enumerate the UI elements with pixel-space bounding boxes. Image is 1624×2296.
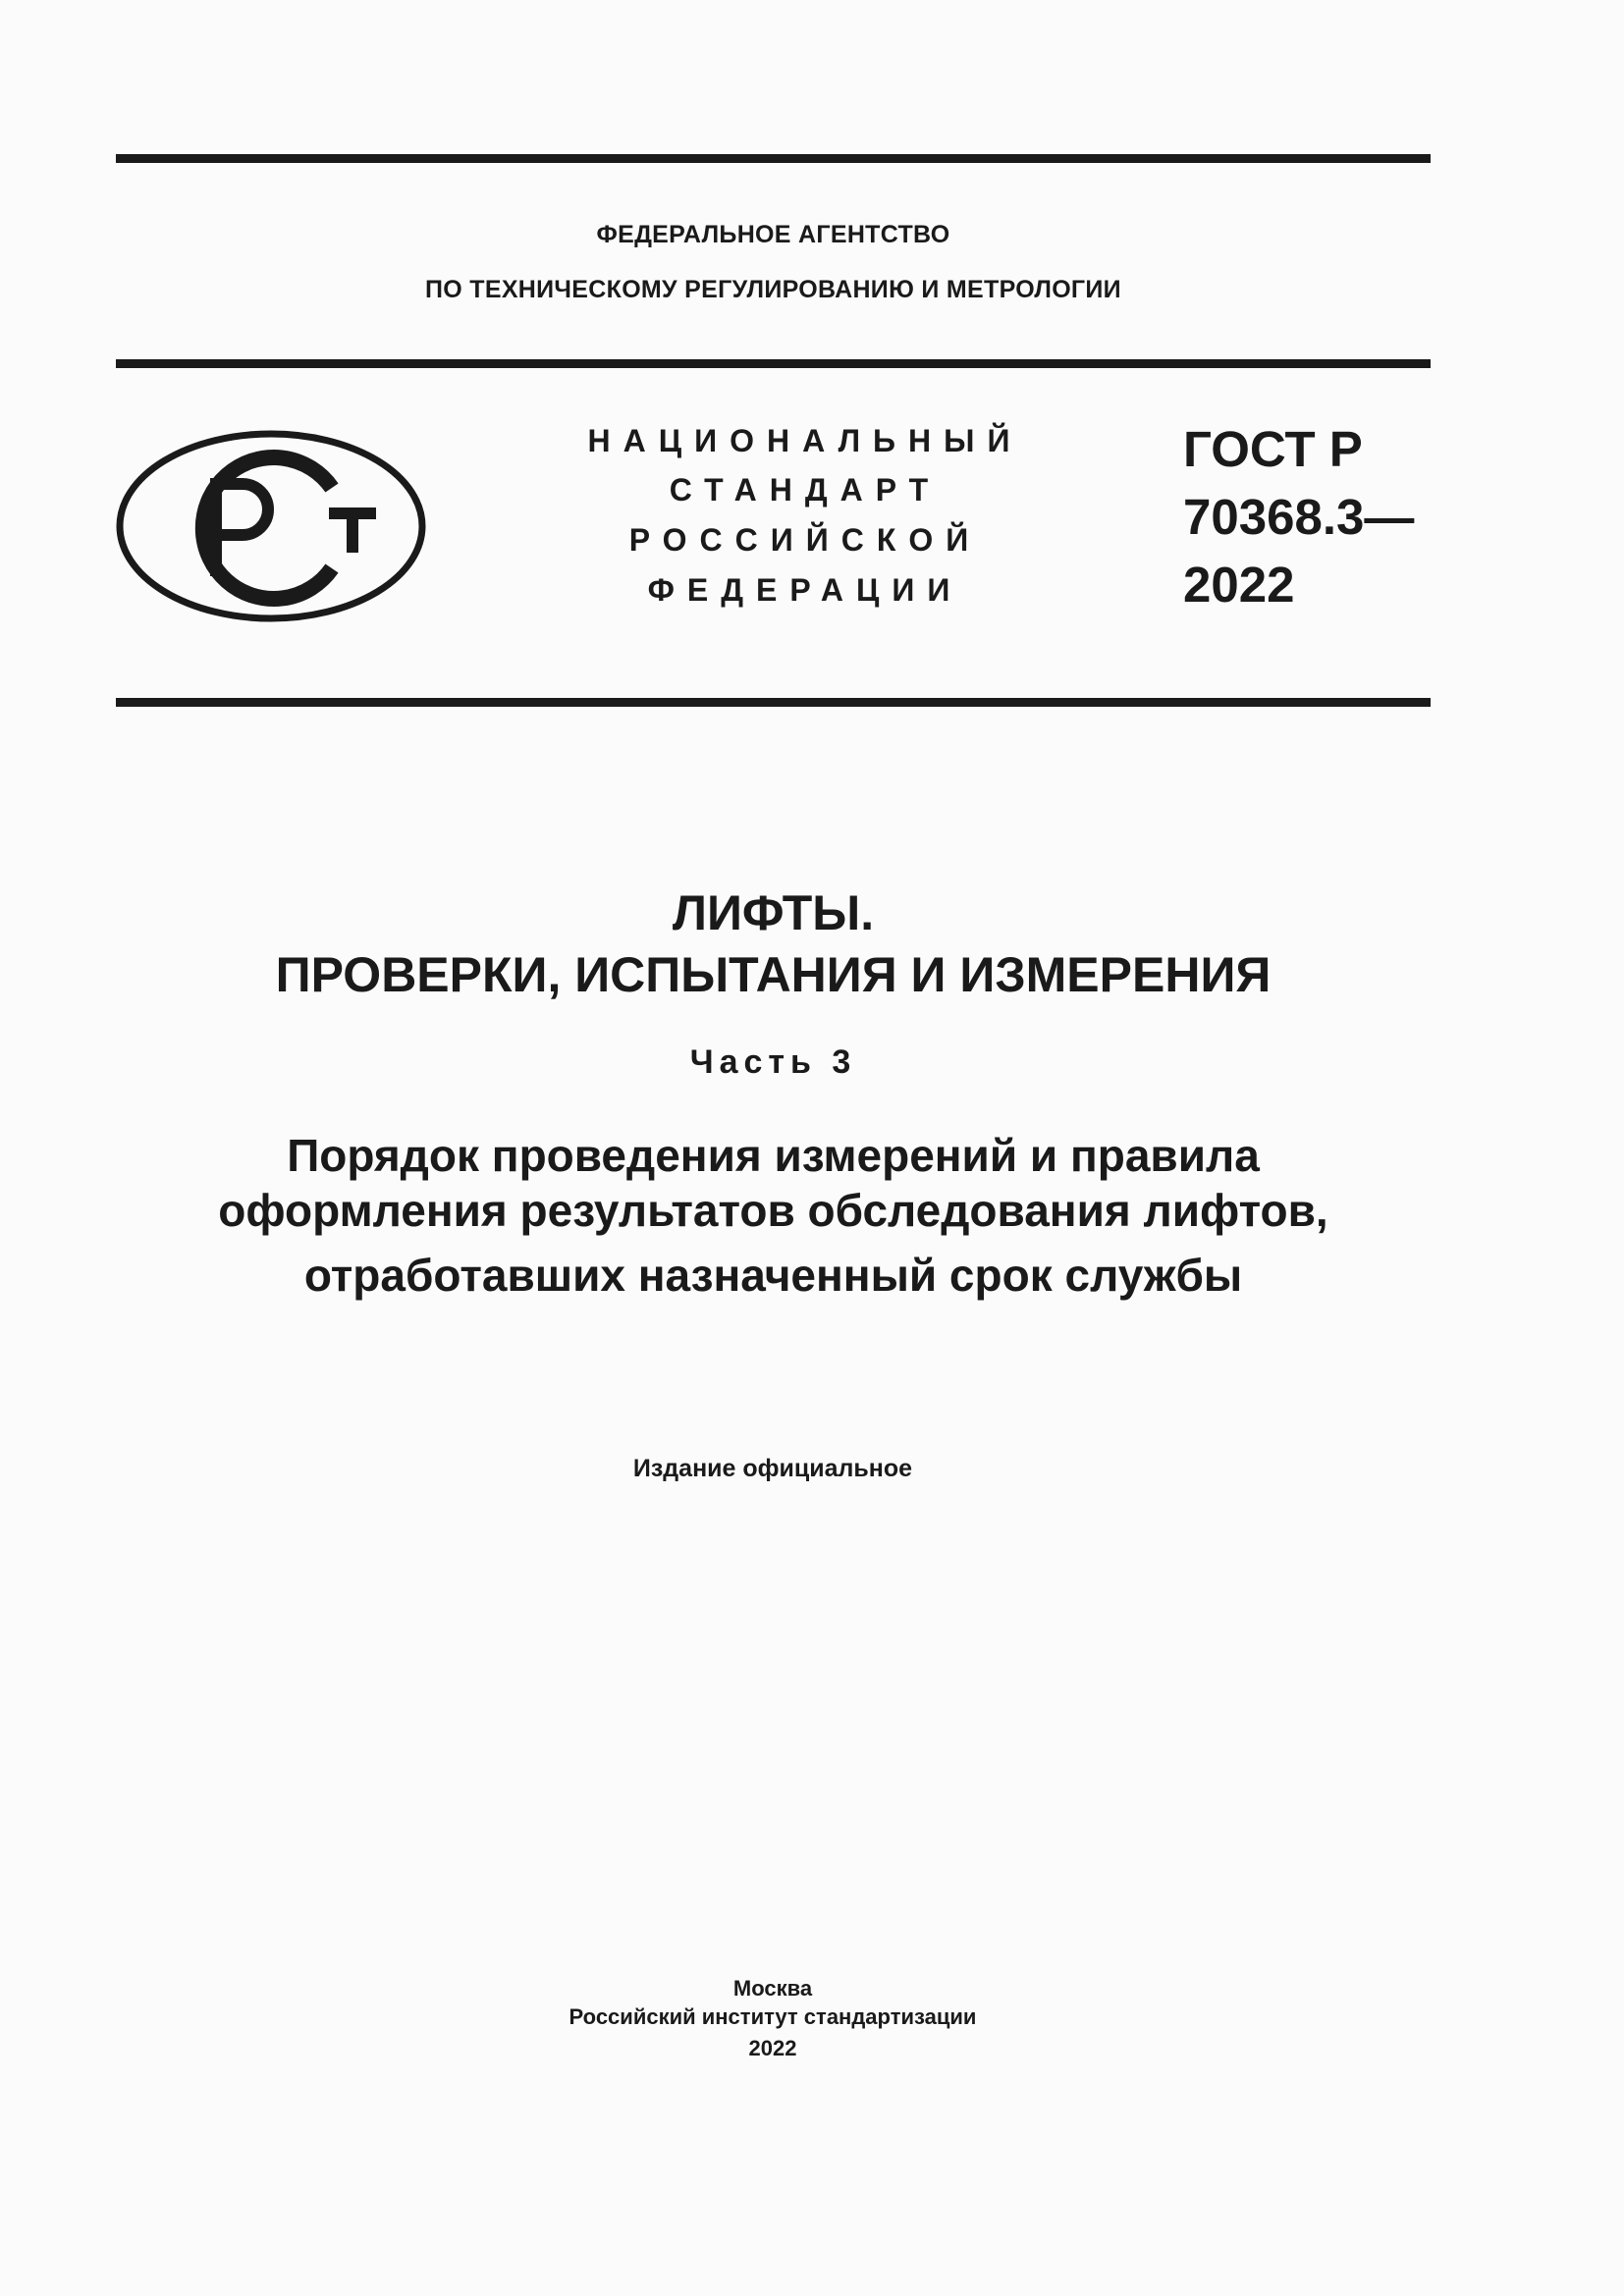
part-label: Часть 3 [689,1043,857,1081]
subtitle-line-2: оформления результатов обследования лифтов, [218,1185,1328,1236]
section-divider [116,698,1431,707]
standard-type-line-2: СТАНДАРТ [669,472,942,507]
standard-type-line-4: ФЕДЕРАЦИИ [647,572,963,608]
designation-line-1: ГОСТ Р [1183,421,1363,477]
title-line-2: ПРОВЕРКИ, ИСПЫТАНИЯ И ИЗМЕРЕНИЯ [275,947,1272,1002]
standard-type-line-3: РОССИЙСКОЙ [628,522,982,558]
designation-line-2: 70368.3— [1183,489,1415,545]
imprint-year: 2022 [748,2036,797,2060]
subtitle-line-1: Порядок проведения измерений и правила [287,1130,1260,1181]
standard-type-line-1: НАЦИОНАЛЬНЫЙ [587,423,1023,458]
designation-line-3: 2022 [1183,557,1295,613]
title-line-1: ЛИФТЫ. [672,885,875,940]
agency-line-2: ПО ТЕХНИЧЕСКОМУ РЕГУЛИРОВАНИЮ И МЕТРОЛОГИИ [425,276,1121,303]
edition-label: Издание официальное [632,1455,913,1482]
subtitle-line-3: отработавших назначенный срок службы [303,1250,1243,1301]
top-divider [116,154,1431,163]
imprint-city: Москва [732,1976,813,2001]
header-divider [116,359,1431,368]
rst-certification-mark-icon [115,429,427,623]
agency-line-1: ФЕДЕРАЛЬНОЕ АГЕНТСТВО [596,221,950,248]
imprint-publisher: Российский институт стандартизации [568,2004,977,2029]
